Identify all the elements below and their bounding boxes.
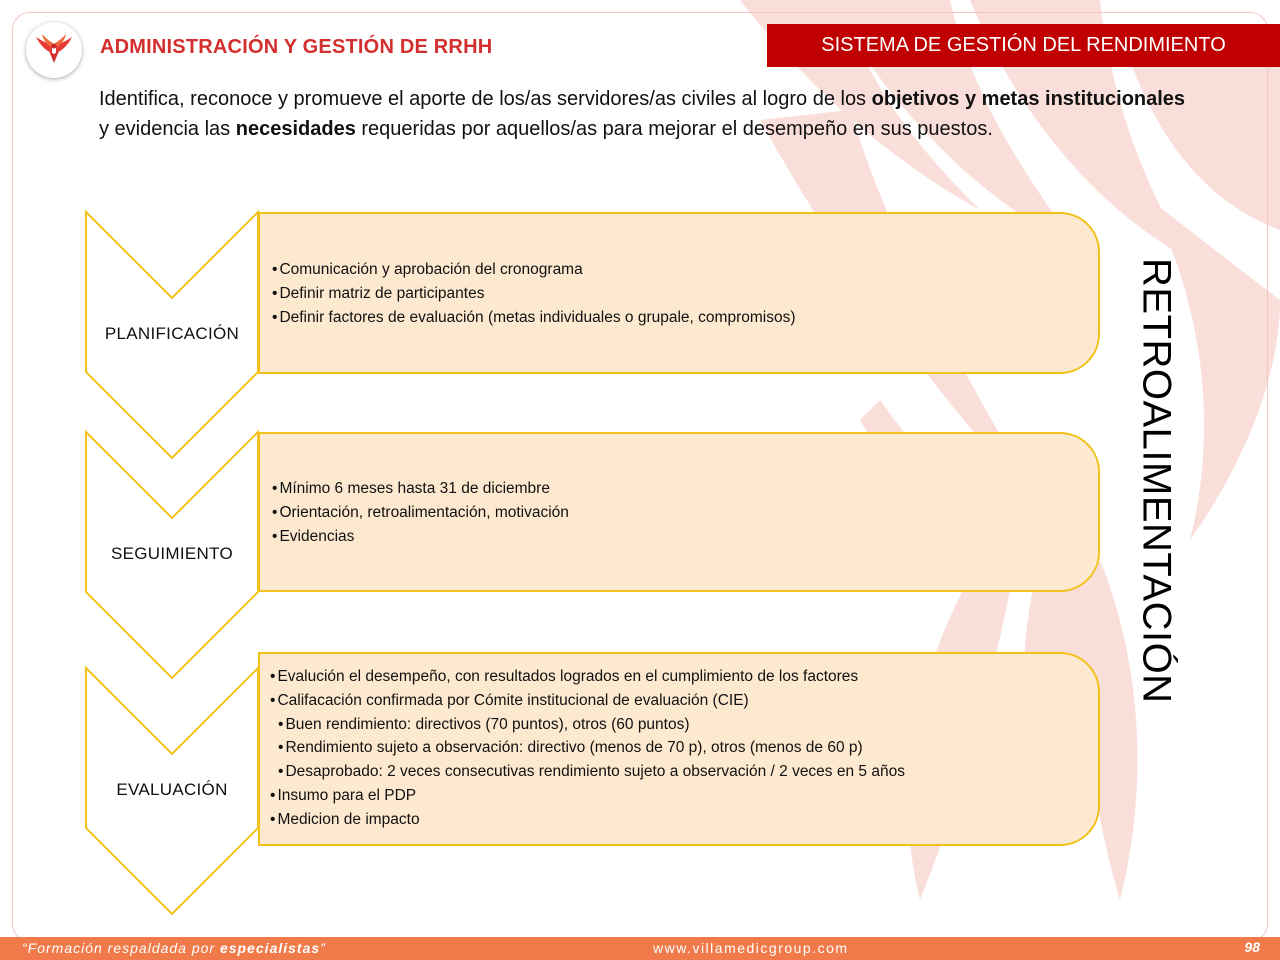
footer-url[interactable]: www.villamedicgroup.com <box>653 940 849 956</box>
list-item: • Mínimo 6 meses hasta 31 de diciembre <box>272 480 550 497</box>
list-item: • Evidencias <box>272 527 355 545</box>
footer-tagline: “Formación respaldada por especialistas” <box>22 940 326 956</box>
intro-text-2: y evidencia las <box>99 118 236 140</box>
list-item: • Definir factores de evaluación (metas individuales o grupale, compromisos) <box>272 308 796 326</box>
retroalimentacion-label-wrap <box>1116 258 1196 703</box>
list-item: • Buen rendimiento: directivos (70 puntos), otros (60 puntos) <box>278 715 690 733</box>
stage-list-evaluacion <box>260 654 1098 832</box>
list-item: • Orientación, retroalimentación, motivación <box>272 503 569 521</box>
list-item: • Medicion de impacto <box>270 810 420 828</box>
list-item: • Evalución el desempeño, con resultados logrados en el cumplimiento de los factores <box>270 668 859 685</box>
stage-box-evaluacion <box>258 652 1100 846</box>
stage-label-evaluacion: EVALUACIÓN <box>116 780 228 799</box>
list-item: • Califacación confirmada por Cómite institucional de evaluación (CIE) <box>270 691 749 709</box>
intro-text-3: requeridas por aquellos/as para mejorar el desempeño en sus puestos. <box>355 118 993 140</box>
list-item: • Desaprobado: 2 veces consecutivas rendimiento sujeto a observación / 2 veces en 5 años <box>278 763 905 781</box>
list-item: • Comunicación y aprobación del cronograma <box>272 261 583 278</box>
stage-list-seguimiento <box>260 434 1098 548</box>
intro-text-1: Identifica, reconoce y promueve el aporte de los/as servidores/as civiles al logro de los <box>99 88 872 110</box>
stage-label-seguimiento: SEGUIMIENTO <box>110 544 233 563</box>
page-number: 98 <box>1244 939 1260 955</box>
banner-title: SISTEMA DE GESTIÓN DEL RENDIMIENTO <box>821 34 1226 56</box>
intro-bold-1: objetivos y metas institucionales <box>871 88 1186 110</box>
list-item: • Insumo para el PDP <box>270 786 417 804</box>
stage-box-planificacion <box>258 212 1100 374</box>
list-item: • Rendimiento sujeto a observación: directivo (menos de 70 p), otros (menos de 60 p) <box>278 739 863 757</box>
footer-bar <box>0 937 1280 960</box>
stage-list-planificacion <box>260 214 1098 329</box>
intro-bold-2: necesidades <box>235 118 356 140</box>
stage-label-planificacion: PLANIFICACIÓN <box>104 324 240 343</box>
list-item: • Definir matriz de participantes <box>272 284 485 302</box>
retroalimentacion-label: RETROALIMENTACIÓN <box>1134 257 1179 704</box>
stage-box-seguimiento <box>258 432 1100 592</box>
brand-title: ADMINISTRACIÓN Y GESTIÓN DE RRHH <box>100 36 493 58</box>
